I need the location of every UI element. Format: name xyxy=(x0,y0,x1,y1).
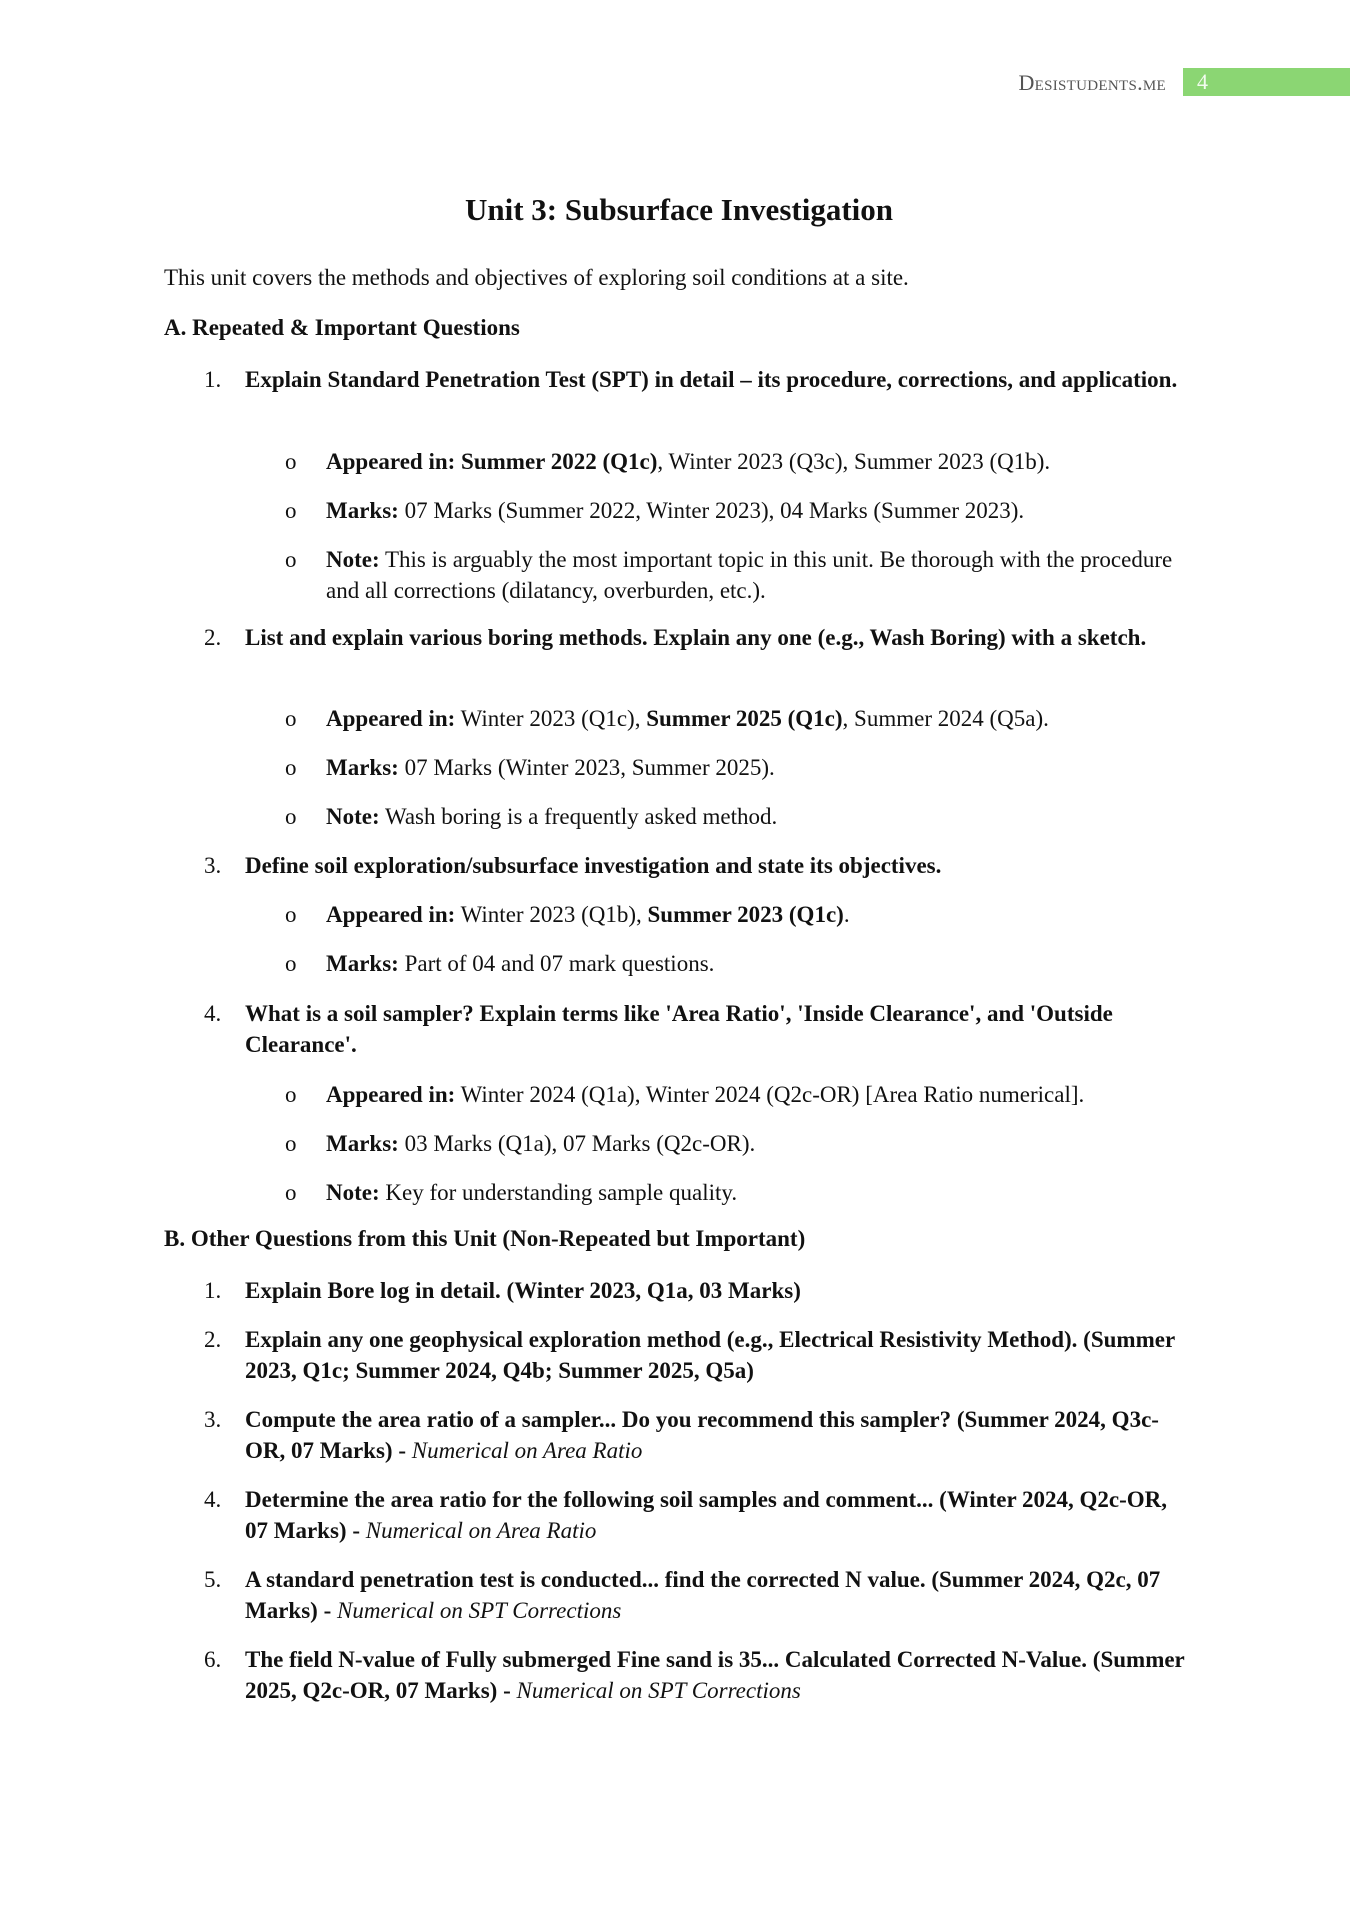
detail-text: 07 Marks (Winter 2023, Summer 2025). xyxy=(398,755,775,780)
detail-marks xyxy=(285,495,1185,526)
question-tag: Numerical on SPT Corrections xyxy=(336,1598,622,1623)
detail-label: Marks: xyxy=(326,755,399,780)
question-number: 2. xyxy=(204,625,222,650)
detail-note xyxy=(285,544,1185,606)
section-b-question-1 xyxy=(204,1275,1194,1306)
detail-text: , Winter 2023 (Q3c), Summer 2023 (Q1b). xyxy=(657,449,1051,474)
bullet-icon: o xyxy=(285,1180,297,1205)
detail-label: Marks: xyxy=(326,498,399,523)
detail-marks xyxy=(285,1128,1185,1159)
detail-text: Winter 2024 (Q1a), Winter 2024 (Q2c-OR) [Area Ratio numerical]. xyxy=(455,1082,1085,1107)
question-text: The field N-value of Fully submerged Fine sand is 35... Calculated Corrected N-Value. (Summer 2025, Q2c-OR, 07 Marks) - xyxy=(245,1647,1185,1703)
question-text: Determine the area ratio for the following soil samples and comment... (Winter 2024, Q2c-OR, 07 Marks) - xyxy=(245,1487,1167,1543)
section-a-question-2 xyxy=(204,622,1194,653)
detail-text: Winter 2023 (Q1b), xyxy=(455,902,648,927)
detail-text: 03 Marks (Q1a), 07 Marks (Q2c-OR). xyxy=(398,1131,756,1156)
section-a-question-4 xyxy=(204,998,1194,1060)
detail-text: Part of 04 and 07 mark questions. xyxy=(398,951,715,976)
detail-text: Key for understanding sample quality. xyxy=(379,1180,738,1205)
question-number: 3. xyxy=(204,853,222,878)
bullet-icon: o xyxy=(285,498,297,523)
page-number-box xyxy=(1183,68,1350,96)
question-number: 6. xyxy=(204,1647,222,1672)
page-number: 4 xyxy=(1197,69,1208,94)
question-number: 2. xyxy=(204,1327,222,1352)
section-a-question-3 xyxy=(204,850,1194,881)
detail-appeared xyxy=(285,899,1185,930)
section-b-question-6 xyxy=(204,1644,1194,1706)
section-b-question-4 xyxy=(204,1484,1194,1546)
section-b-question-3 xyxy=(204,1404,1194,1466)
bullet-icon: o xyxy=(285,547,297,572)
bullet-icon: o xyxy=(285,1131,297,1156)
question-text: Explain any one geophysical exploration method (e.g., Electrical Resistivity Method). (Summer 2023, Q1c; Summer 2024, Q4b; Summer 2025, Q5a) xyxy=(245,1327,1175,1383)
detail-label: Appeared in: xyxy=(326,706,456,731)
question-text: A standard penetration test is conducted... find the corrected N value. (Summer 2024, Q2c, 07 Marks) - xyxy=(245,1567,1161,1623)
detail-bold: Summer 2025 (Q1c) xyxy=(646,706,843,731)
bullet-icon: o xyxy=(285,706,297,731)
detail-bold: Summer 2022 (Q1c) xyxy=(455,449,658,474)
detail-text: This is arguably the most important topic in this unit. Be thorough with the procedure and all corrections (dilatancy, overburden, etc.). xyxy=(326,547,1173,603)
bullet-icon: o xyxy=(285,804,297,829)
question-tag: Numerical on Area Ratio xyxy=(411,1438,643,1463)
bullet-icon: o xyxy=(285,1082,297,1107)
detail-text: , Summer 2024 (Q5a). xyxy=(842,706,1049,731)
section-b-question-5 xyxy=(204,1564,1194,1626)
question-number: 4. xyxy=(204,1001,222,1026)
question-text: What is a soil sampler? Explain terms like 'Area Ratio', 'Inside Clearance', and 'Outside Clearance'. xyxy=(245,1001,1113,1057)
question-text: List and explain various boring methods. Explain any one (e.g., Wash Boring) with a sketch. xyxy=(245,625,1147,650)
question-tag: Numerical on Area Ratio xyxy=(365,1518,597,1543)
detail-appeared xyxy=(285,446,1185,477)
detail-label: Appeared in: xyxy=(326,1082,456,1107)
question-number: 1. xyxy=(204,1278,222,1303)
detail-label: Marks: xyxy=(326,1131,399,1156)
detail-label: Appeared in: xyxy=(326,449,456,474)
detail-bold: Summer 2023 (Q1c) xyxy=(647,902,844,927)
detail-text: Winter 2023 (Q1c), xyxy=(455,706,647,731)
question-number: 5. xyxy=(204,1567,222,1592)
detail-text: Wash boring is a frequently asked method. xyxy=(379,804,778,829)
question-number: 1. xyxy=(204,367,222,392)
question-text: Compute the area ratio of a sampler... Do you recommend this sampler? (Summer 2024, Q3c-OR, 07 Marks) - xyxy=(245,1407,1159,1463)
question-tag: Numerical on SPT Corrections xyxy=(516,1678,801,1703)
question-number: 4. xyxy=(204,1487,222,1512)
bullet-icon: o xyxy=(285,449,297,474)
detail-marks xyxy=(285,752,1185,783)
detail-text: . xyxy=(843,902,850,927)
question-text: Define soil exploration/subsurface investigation and state its objectives. xyxy=(245,853,942,878)
detail-marks xyxy=(285,948,1185,979)
bullet-icon: o xyxy=(285,755,297,780)
section-a-heading: A. Repeated & Important Questions xyxy=(164,315,520,340)
detail-appeared xyxy=(285,1079,1185,1110)
detail-label: Note: xyxy=(326,547,380,572)
detail-text: 07 Marks (Summer 2022, Winter 2023), 04 Marks (Summer 2023). xyxy=(398,498,1025,523)
section-b-question-2 xyxy=(204,1324,1194,1386)
detail-appeared xyxy=(285,703,1185,734)
site-brand: Desistudents.me xyxy=(1018,70,1166,95)
detail-note xyxy=(285,1177,1185,1208)
detail-label: Marks: xyxy=(326,951,399,976)
question-text: Explain Standard Penetration Test (SPT) in detail – its procedure, corrections, and application. xyxy=(245,367,1178,392)
detail-label: Appeared in: xyxy=(326,902,456,927)
detail-note xyxy=(285,801,1185,832)
detail-label: Note: xyxy=(326,804,380,829)
page-header xyxy=(0,68,1358,96)
section-a-question-1 xyxy=(204,364,1194,395)
page-title: Unit 3: Subsurface Investigation xyxy=(464,192,893,227)
section-b-heading: B. Other Questions from this Unit (Non-Repeated but Important) xyxy=(164,1226,806,1251)
intro-paragraph: This unit covers the methods and objectives of exploring soil conditions at a site. xyxy=(164,265,909,290)
bullet-icon: o xyxy=(285,951,297,976)
question-number: 3. xyxy=(204,1407,222,1432)
bullet-icon: o xyxy=(285,902,297,927)
detail-label: Note: xyxy=(326,1180,380,1205)
question-text: Explain Bore log in detail. (Winter 2023, Q1a, 03 Marks) xyxy=(245,1278,801,1303)
